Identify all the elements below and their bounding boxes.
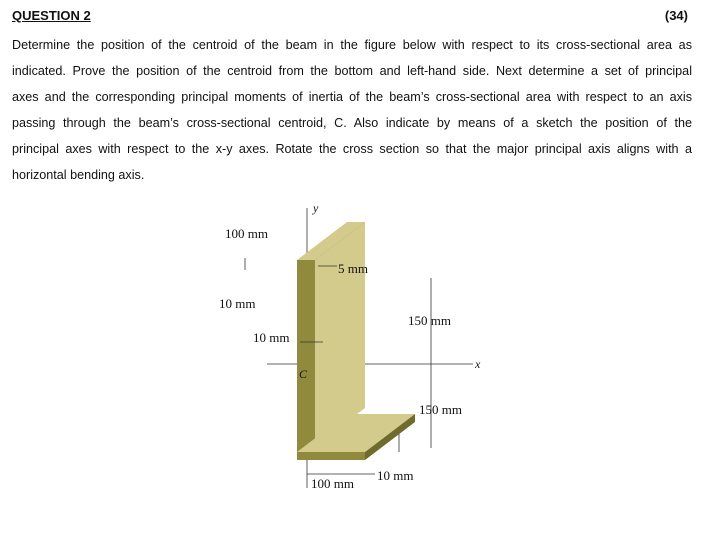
question-line-2: indicated. Prove the position of the centroid from the bottom and left-hand side. Next determine a set of principal — [12, 64, 692, 78]
question-line-3: axes and the corresponding principal moments of inertia of the beam’s cross-sectional area with respect to an axis — [12, 90, 692, 104]
question-line-1: Determine the position of the centroid of the beam in the figure below with respect to its cross-sectional area as — [12, 38, 692, 52]
question-header — [12, 8, 688, 28]
web-front — [297, 260, 315, 460]
upper-height-label: 150 mm — [408, 313, 451, 328]
centroid-label: C — [299, 367, 308, 381]
question-title: QUESTION 2 — [12, 8, 91, 23]
bottom-flange-front — [297, 452, 365, 460]
question-line-4: passing through the beam’s cross-sectional centroid, C. Also indicate by means of a sketch the position of the — [12, 116, 692, 130]
web-depth-label: 5 mm — [338, 261, 368, 276]
beam-cross-section-diagram — [205, 198, 505, 498]
question-line-5: principal axes with respect to the x-y axes. Rotate the cross section so that the major principal axis aligns with a — [12, 142, 692, 156]
web-thickness-label: 10 mm — [253, 330, 290, 345]
beam-figure — [205, 198, 505, 498]
top-flange-width-label: 100 mm — [225, 226, 268, 241]
lower-height-label: 150 mm — [419, 402, 462, 417]
web-face — [315, 222, 365, 446]
question-line-6: horizontal bending axis. — [12, 168, 145, 182]
bottom-flange-width-label: 100 mm — [311, 476, 354, 491]
question-marks: (34) — [664, 8, 688, 23]
question-text — [12, 32, 692, 188]
bottom-flange-thickness-label: 10 mm — [377, 468, 414, 483]
top-flange-thickness-label: 10 mm — [219, 296, 256, 311]
x-axis-label: x — [475, 357, 481, 371]
y-axis-label: y — [313, 201, 319, 215]
